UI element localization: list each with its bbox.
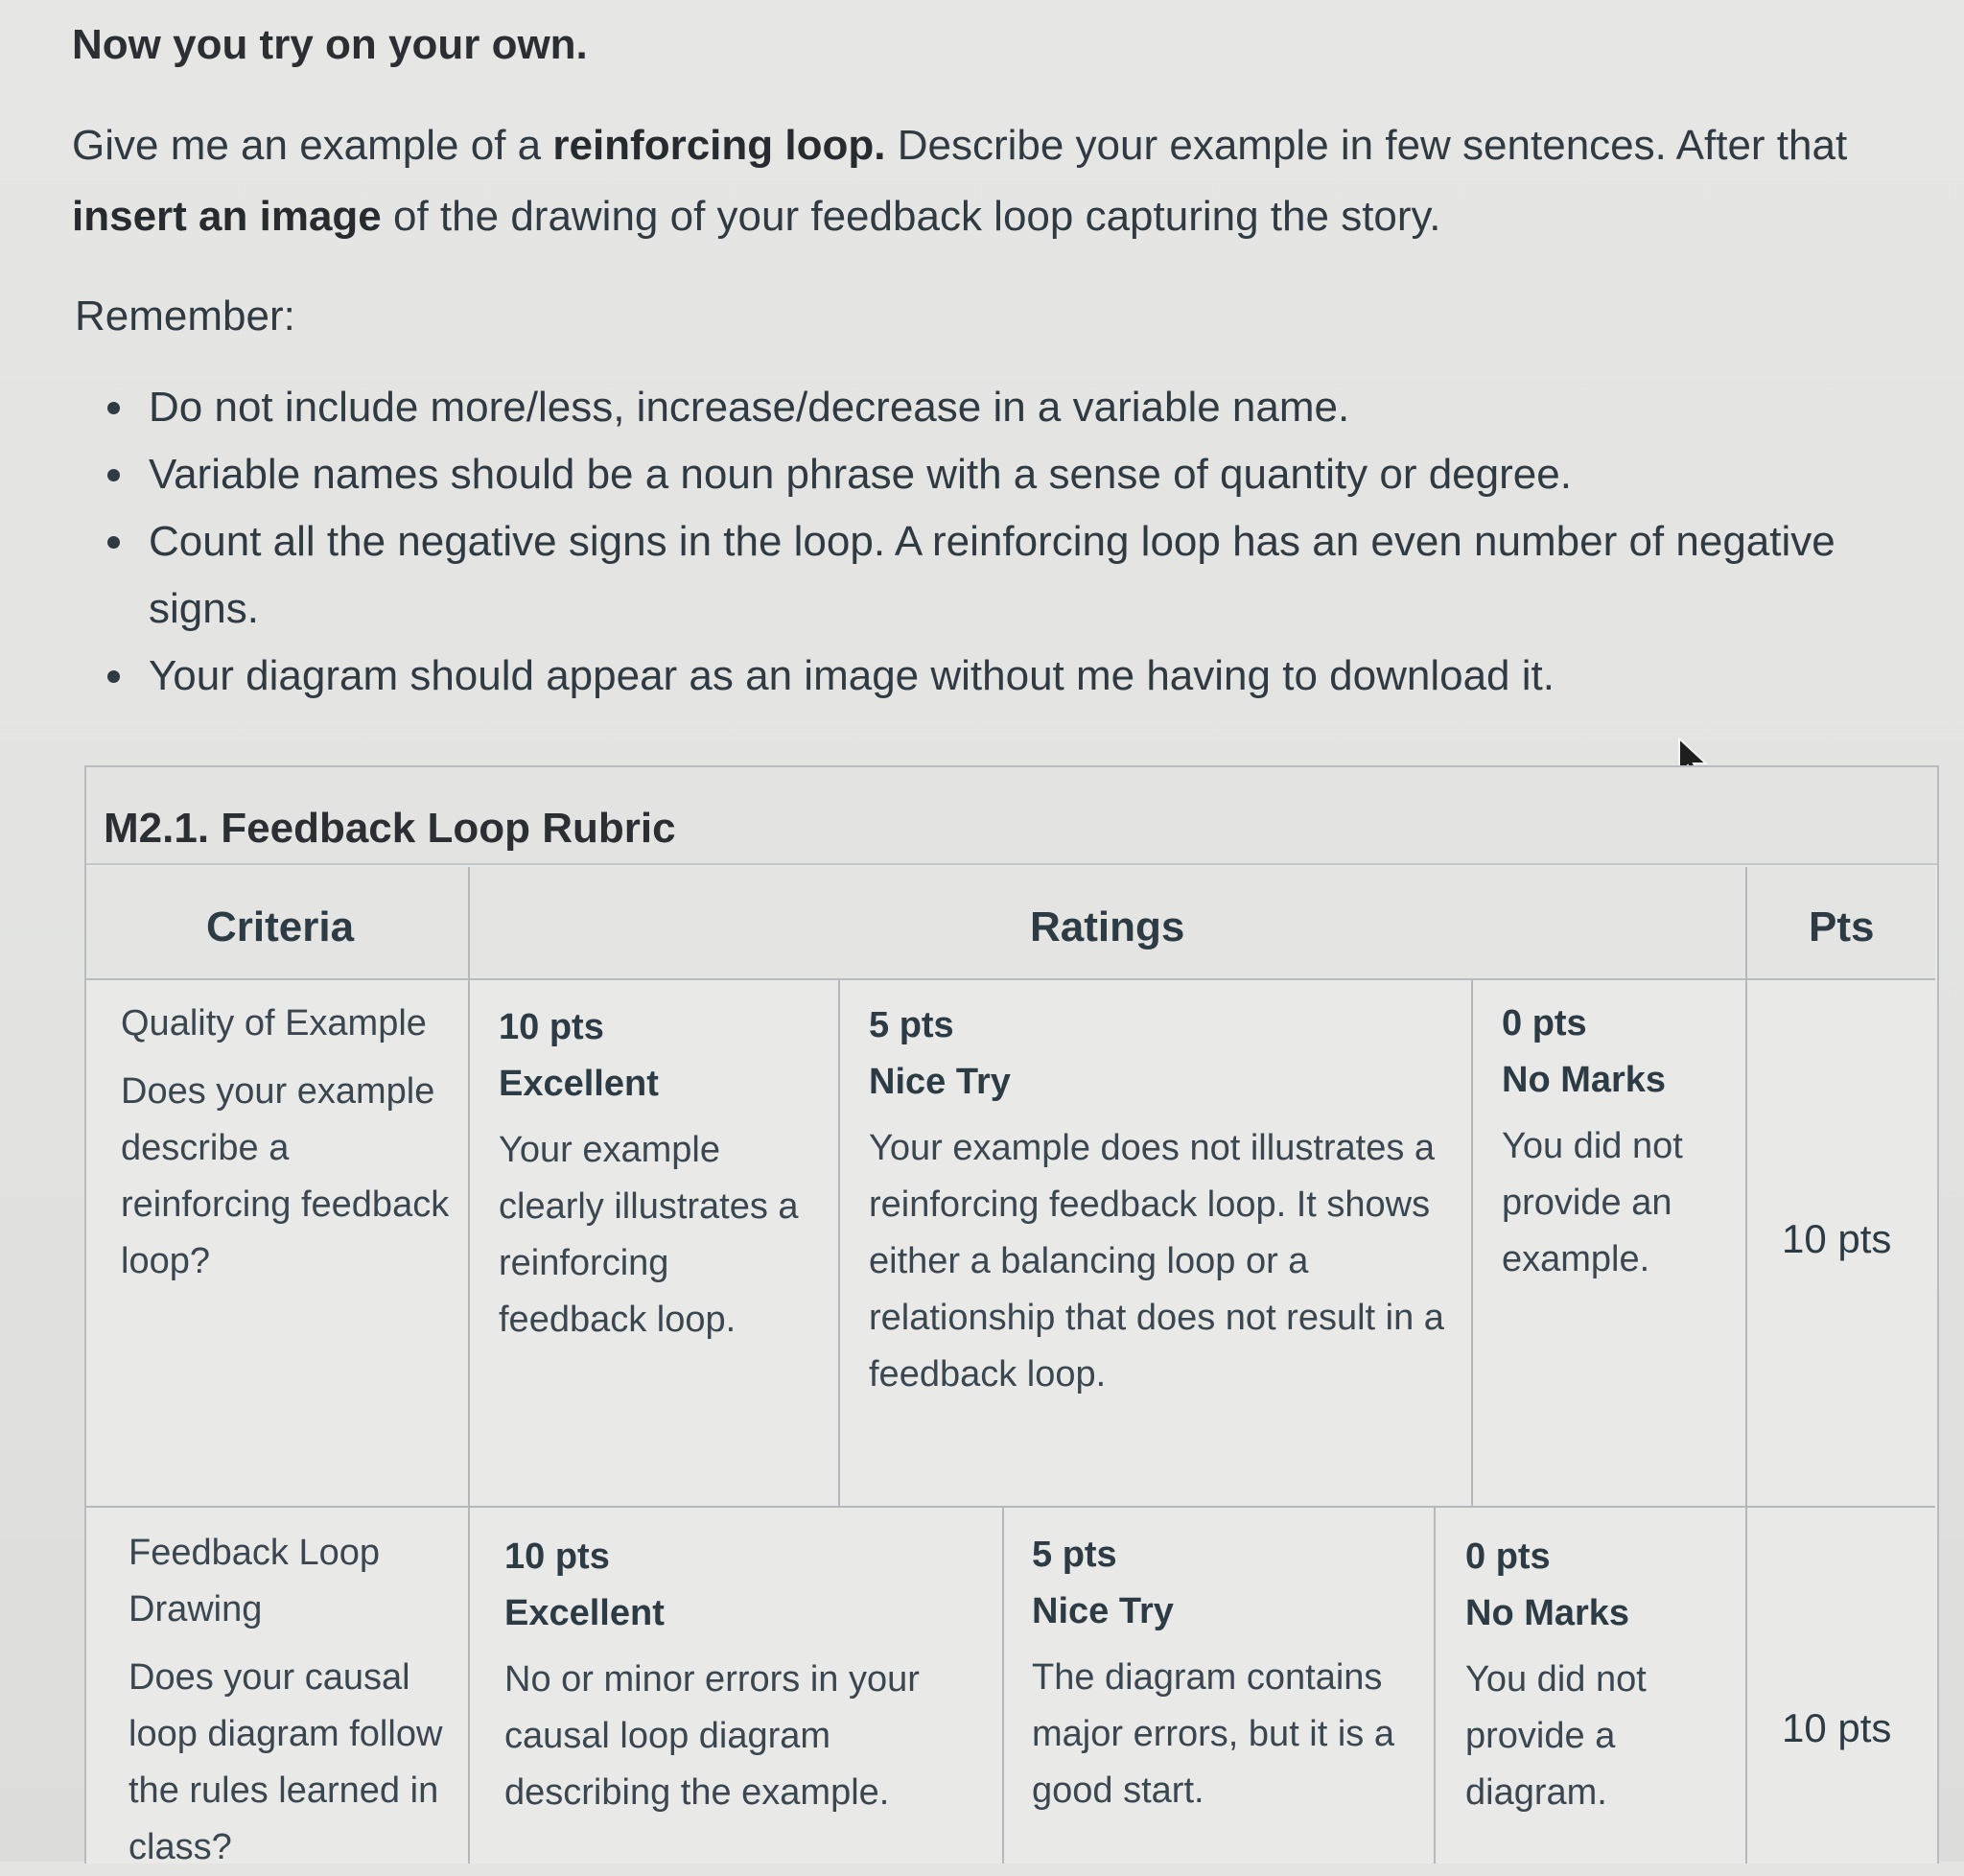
prompt-bold-reinforcing-loop: reinforcing loop. [552,122,886,169]
pts-header-label: Pts [1809,903,1875,950]
rule-item [96,508,1937,643]
rubric-title: M2.1. Feedback Loop Rubric [86,767,1937,865]
ratings-header-label: Ratings [1030,903,1185,950]
rating-label: No Marks [1502,1060,1667,1100]
rating-no-marks[interactable] [1465,1529,1734,1821]
criterion-cell [121,996,456,1290]
rule-text: Do not include more/less, increase/decrease in a variable name. [149,384,1350,431]
rule-text: Variable names should be a noun phrase with a sense of quantity or degree. [149,451,1572,498]
divider [1434,1508,1436,1864]
rating-nice-try[interactable] [869,997,1459,1403]
rating-excellent[interactable] [504,1529,989,1821]
divider [1002,1508,1004,1864]
rule-item [96,441,1937,508]
prompt-text-3: of the drawing of your feedback loop capturing the story. [381,193,1441,240]
criterion-title: Quality of Example [121,1003,427,1044]
ratings-header [468,867,1745,980]
rating-label: Excellent [504,1593,665,1633]
rating-label: Nice Try [869,1062,1011,1102]
rating-nice-try[interactable] [1032,1527,1425,1819]
section-heading: Now you try on your own. [72,21,588,68]
rating-excellent[interactable] [499,999,825,1348]
rating-points: 0 pts [1465,1536,1551,1577]
rating-description: The diagram contains major errors, but it is a good start. [1032,1657,1394,1811]
criterion-cell [129,1525,459,1876]
rule-text: Count all the negative signs in the loop. A reinforcing loop has an even number of negative signs. [149,518,1835,632]
rating-label: Excellent [499,1064,659,1104]
rating-points: 0 pts [1502,1003,1587,1044]
criterion-description: Does your example describe a reinforcing feedback loop? [121,1071,450,1281]
rating-no-marks[interactable] [1502,996,1732,1288]
criteria-header-label: Criteria [206,903,355,950]
pts-header [1745,867,1935,980]
rating-label: No Marks [1465,1593,1630,1633]
bullet-icon [107,536,120,549]
assignment-prompt [72,110,1932,252]
divider [1745,867,1747,1864]
rating-description: No or minor errors in your causal loop diagram describing the example. [504,1659,920,1813]
rule-item [96,643,1937,710]
remember-label: Remember: [75,293,295,340]
bullet-icon [107,402,120,414]
rating-points: 10 pts [504,1536,610,1577]
rating-description: You did not provide a diagram. [1465,1659,1647,1813]
prompt-text-2: Describe your example in few sentences. After that [885,122,1848,169]
criterion-description: Does your causal loop diagram follow the rules learned in class? [129,1657,443,1867]
rating-description: Your example clearly illustrates a reinforcing feedback loop. [499,1130,799,1340]
divider [1471,980,1473,1506]
rating-points: 5 pts [869,1005,954,1045]
rating-label: Nice Try [1032,1591,1174,1631]
bullet-icon [107,469,120,481]
divider [468,867,470,1864]
criteria-header [86,867,468,980]
rule-item [96,374,1937,441]
prompt-bold-insert-image: insert an image [72,193,382,240]
criterion-total-points: 10 pts [1782,1705,1892,1750]
criterion-title: Feedback Loop Drawing [129,1533,380,1630]
rating-description: You did not provide an example. [1502,1126,1683,1279]
rating-points: 5 pts [1032,1535,1117,1575]
divider [838,980,840,1506]
rubric-table [84,765,1939,1867]
criterion-total-points: 10 pts [1782,1216,1892,1261]
rule-text: Your diagram should appear as an image without me having to download it. [149,652,1555,699]
prompt-text-1: Give me an example of a [72,122,553,169]
bullet-icon [107,670,120,683]
rating-description: Your example does not illustrates a reinforcing feedback loop. It shows either a balancing loop or a relationship that does not result in a feedback loop. [869,1128,1444,1395]
rules-list [96,374,1937,710]
divider [86,1506,1935,1508]
rating-points: 10 pts [499,1007,604,1047]
